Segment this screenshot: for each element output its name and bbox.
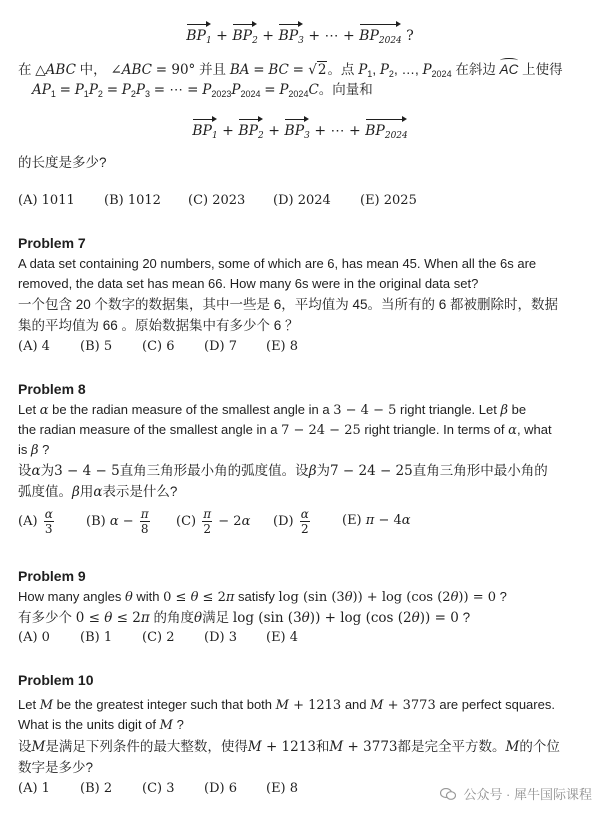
prev-statement-line2: $AP_1 = P_1P_2 = P_2P_3$ = ⋯ = $P_{2023}P_{2024} = P_{2024}C$。向量和 (32, 82, 373, 99)
choice-a: (A) 1011 (18, 193, 75, 208)
problem10-cn-line1: 设M是满足下列条件的最大整数，使得M + 1213和M + 3773都是完全平方数。M的个位 (18, 739, 560, 755)
vector-sum-question: $BP_1 + BP_2 + BP_3$ + ⋯ + $BP_{2024}$ ? (0, 22, 600, 46)
problem8-cn-line2: 弧度值。β用α表示是什么? (18, 484, 178, 500)
choice-b: (B) 1012 (104, 193, 161, 208)
choice-c: (C) 2023 (188, 193, 246, 208)
choice-e: (E) 8 (266, 781, 299, 796)
problem8-cn-line1: 设α为3 − 4 − 5直角三角形最小角的弧度值。设β为7 − 24 − 25直角三角形中最小角的 (18, 463, 548, 479)
problem8-en-line2: the radian measure of the smallest angle in a 7 − 24 − 25 right triangle. In terms of α, what (18, 422, 552, 438)
choice-c: (C) 6 (142, 339, 175, 354)
problem10-title: Problem 10 (18, 672, 94, 688)
choice-a: (A) 1 (18, 781, 50, 796)
choice-e: (E) 4 (266, 630, 299, 645)
problem8-en-line1: Let α be the radian measure of the smallest angle in a 3 − 4 − 5 right triangle. Let β be (18, 402, 527, 418)
choice-b: (B) α − $\frac{\pi}{8}$ (86, 507, 149, 536)
choice-a: (A) 0 (18, 630, 50, 645)
choice-d: (D) 3 (204, 630, 237, 645)
choice-d: (D) 6 (204, 781, 237, 796)
problem10-en-line1: Let M be the greatest integer such that both M + 1213 and M + 3773 are perfect squares. (18, 697, 555, 713)
prev-length-question: 的长度是多少? (18, 155, 107, 170)
choice-a: (A) 4 (18, 339, 50, 354)
problem7-cn-line1: 一个包含 20 个数字的数据集，其中一些是 6，平均值为 45。当所有的 6 都被删除时，数据 (18, 297, 559, 312)
prev-statement-line1: 在 △ABC 中， ∠ABC = 90° 并且 BA = BC = √2。点 $P_1$, $P_2$, …, $P_{2024}$ 在斜边 AC 上使得 (18, 62, 563, 79)
choice-d: (D) 7 (204, 339, 237, 354)
choice-e: (E) 8 (266, 339, 299, 354)
choice-c: (C) 3 (142, 781, 175, 796)
choice-d: (D) $\frac{\alpha}{2}$ (273, 507, 309, 536)
problem8-title: Problem 8 (18, 381, 86, 397)
problem8-en-line3: is β ? (18, 442, 50, 458)
problem10-en-line2: What is the units digit of M ? (18, 717, 184, 733)
watermark (440, 784, 592, 803)
choice-d: (D) 2024 (273, 193, 331, 208)
choice-b: (B) 1 (80, 630, 113, 645)
choice-a: (A) $\frac{\alpha}{3}$ (18, 507, 53, 536)
problem7-en-line1: A data set containing 20 numbers, some of which are 6, has mean 45. When all the 6s are (18, 256, 537, 271)
problem9-en-line: How many angles θ with 0 ≤ θ ≤ 2π satisfy log (sin (3θ)) + log (cos (2θ)) = 0 ? (18, 589, 507, 605)
choice-e: (E) π − 4α (342, 513, 411, 528)
problem7-title: Problem 7 (18, 235, 86, 251)
choice-b: (B) 5 (80, 339, 113, 354)
choice-e: (E) 2025 (360, 193, 417, 208)
choice-b: (B) 2 (80, 781, 113, 796)
vector-sum-display: $BP_1 + BP_2 + BP_3$ + ⋯ + $BP_{2024}$ (0, 117, 600, 141)
problem10-cn-line2: 数字是多少? (18, 760, 94, 775)
watermark-text: 公众号 · 犀牛国际课程 (463, 787, 592, 802)
problem7-cn-line2: 集的平均值为 66 。原始数据集中有多少个 6 ？ (18, 318, 299, 333)
problem7-en-line2: removed, the data set has mean 66. How many 6s were in the original data set? (18, 276, 479, 291)
problem9-title: Problem 9 (18, 568, 86, 584)
choice-c: (C) 2 (142, 630, 175, 645)
choice-c: (C) $\frac{\pi}{2}$ − 2α (176, 507, 251, 536)
wechat-icon (440, 788, 456, 800)
problem9-cn-line: 有多少个 0 ≤ θ ≤ 2π 的角度θ满足 log (sin (3θ)) + log (cos (2θ)) = 0 ? (18, 610, 471, 626)
